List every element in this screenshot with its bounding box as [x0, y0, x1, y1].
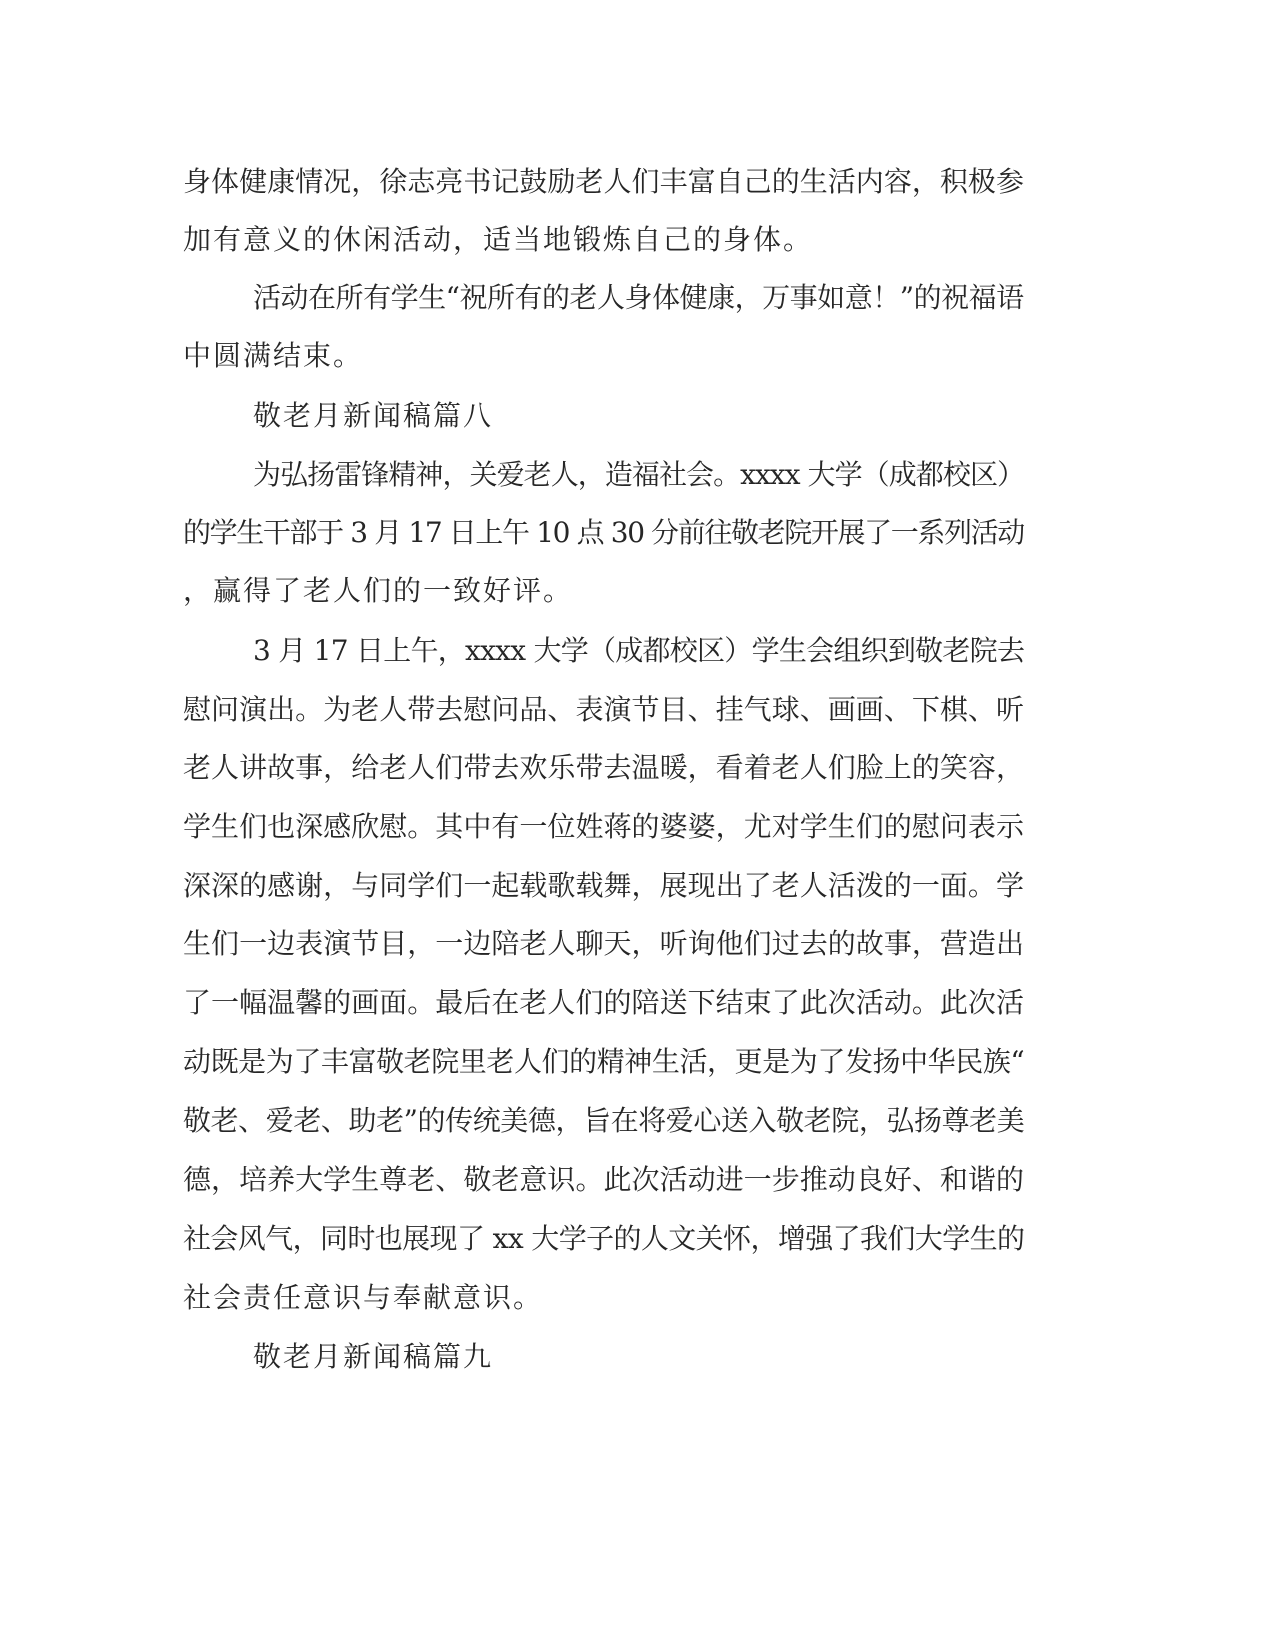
text-line: 中圆满结束。	[183, 339, 364, 372]
section-heading: 敬老月新闻稿篇九	[253, 1340, 494, 1373]
text-line: 社会风气，同时也展现了 xx 大学子的人文关怀，增强了我们大学生的	[183, 1222, 1025, 1255]
text-line: 德，培养大学生尊老、敬老意识。此次活动进一步推动良好、和谐的	[183, 1163, 1025, 1196]
text-line: 身体健康情况，徐志亮书记鼓励老人们丰富自己的生活内容，积极参	[183, 165, 1025, 198]
text-line: ，赢得了老人们的一致好评。	[183, 574, 574, 607]
text-line: 活动在所有学生“祝所有的老人身体健康，万事如意！”的祝福语	[253, 281, 1024, 314]
text-line: 生们一边表演节目，一边陪老人聊天，听询他们过去的故事，营造出	[183, 927, 1025, 960]
text-line: 的学生干部于 3 月 17 日上午 10 点 30 分前往敬老院开展了一系列活动	[183, 516, 1024, 549]
text-line: 慰问演出。为老人带去慰问品、表演节目、挂气球、画画、下棋、听	[183, 693, 1025, 726]
text-line: 了一幅温馨的画面。最后在老人们的陪送下结束了此次活动。此次活	[183, 986, 1025, 1019]
text-line: 社会责任意识与奉献意识。	[183, 1281, 544, 1314]
text-line: 学生们也深感欣慰。其中有一位姓蒋的婆婆，尤对学生们的慰问表示	[183, 810, 1025, 843]
section-heading: 敬老月新闻稿篇八	[253, 399, 494, 432]
text-line: 为弘扬雷锋精神，关爱老人，造福社会。xxxx 大学（成都校区）	[253, 458, 1025, 491]
text-line: 深深的感谢，与同学们一起载歌载舞，展现出了老人活泼的一面。学	[183, 869, 1025, 902]
text-line: 敬老、爱老、助老”的传统美德，旨在将爱心送入敬老院，弘扬尊老美	[183, 1104, 1025, 1137]
text-line: 加有意义的休闲活动，适当地锻炼自己的身体。	[183, 223, 814, 256]
text-line: 3 月 17 日上午，xxxx 大学（成都校区）学生会组织到敬老院去	[253, 634, 1025, 667]
text-line: 动既是为了丰富敬老院里老人们的精神生活，更是为了发扬中华民族“	[183, 1045, 1025, 1078]
text-line: 老人讲故事，给老人们带去欢乐带去温暖，看着老人们脸上的笑容，	[183, 751, 1025, 784]
